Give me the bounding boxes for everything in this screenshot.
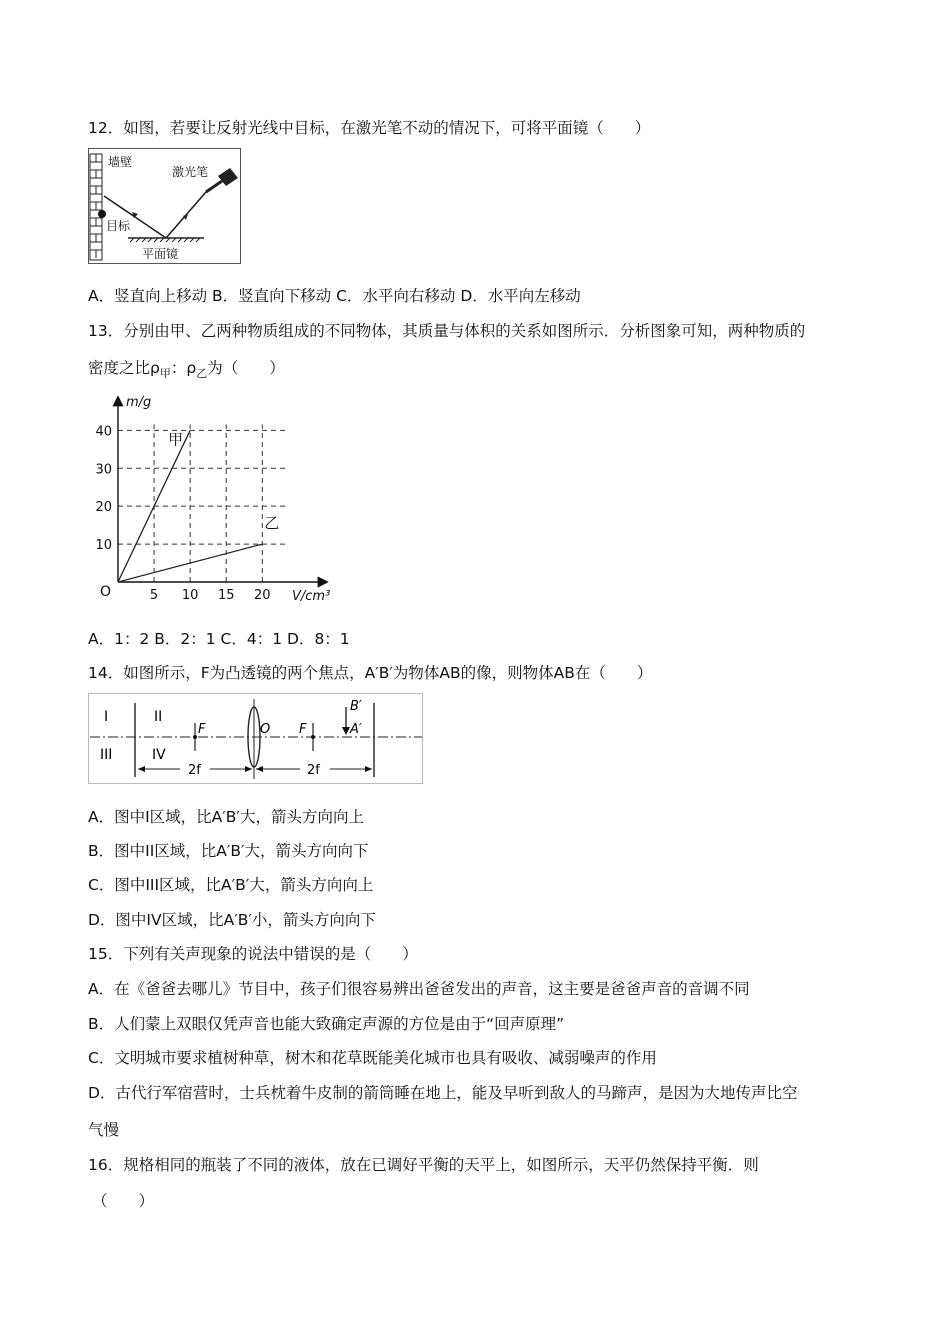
q15-option-c: C．文明城市要求植树种草，树木和花草既能美化城市也具有吸收、减弱噪声的作用 xyxy=(88,1049,657,1067)
x-tick-label-20: 20 xyxy=(254,588,271,603)
mass-volume-chart xyxy=(88,390,332,608)
y-tick-label-40: 40 xyxy=(95,424,112,440)
q15-option-d-line2: 气慢 xyxy=(88,1121,120,1139)
two-f-right-label: 2f xyxy=(307,763,320,778)
q14-stem: 14．如图所示，F为凸透镜的两个焦点，A′B′为物体AB的像，则物体AB在（ ） xyxy=(88,664,653,682)
x-tick-label-5: 5 xyxy=(149,588,159,603)
q14-option-b: B．图中II区域，比A′B′大，箭头方向向下 xyxy=(88,842,369,860)
q13-stem-line1: 13．分别由甲、乙两种物质组成的不同物体，其质量与体积的关系如图所示．分析图象可知，两种物质的 xyxy=(88,322,806,340)
origin-label: O xyxy=(100,584,112,600)
b-prime-label: B′ xyxy=(350,699,362,714)
optical-center-label: O xyxy=(260,722,271,737)
y-axis-label: m/g xyxy=(126,395,152,410)
rho-yi-sub: 乙 xyxy=(196,367,208,380)
q13-stem-c: 为（ ） xyxy=(207,359,285,377)
image-arrow-head xyxy=(342,727,350,735)
q16-stem: 16．规格相同的瓶装了不同的液体，放在已调好平衡的天平上，如图所示，天平仍然保持平衡．则 xyxy=(88,1156,759,1174)
y-tick-label-10: 10 xyxy=(95,538,112,554)
lens-diagram xyxy=(88,693,424,785)
region-3-label: III xyxy=(100,747,113,763)
q13-stem-a: 密度之比ρ xyxy=(88,359,160,377)
dim-left-arrow-a xyxy=(138,766,145,772)
q15-stem: 15．下列有关声现象的说法中错误的是（ ） xyxy=(88,945,418,963)
q12-stem: 12．如图，若要让反射光线中目标，在激光笔不动的情况下，可将平面镜（ ） xyxy=(88,119,651,137)
series-label-2: 乙 xyxy=(264,514,280,533)
x-tick-label-15: 15 xyxy=(217,588,235,603)
dim-right-arrow-a xyxy=(256,766,263,772)
q13-stem-b: ：ρ xyxy=(170,359,197,377)
q15-option-d-line1: D．古代行军宿营时，士兵枕着牛皮制的箭筒睡在地上，能及早听到敌人的马蹄声，是因为大地传声比空 xyxy=(88,1084,798,1102)
focus-left-label: F xyxy=(198,722,206,737)
a-prime-label: A′ xyxy=(350,722,362,737)
q12-figure xyxy=(88,148,242,268)
q14-option-d: D．图中IV区域，比A′B′小，箭头方向向下 xyxy=(88,911,376,929)
region-4-label: IV xyxy=(152,747,166,763)
y-tick-label-20: 20 xyxy=(95,500,112,516)
rho-jia-sub: 甲 xyxy=(159,367,171,380)
q13-options: A．1：2 B．2：1 C．4：1 D．8：1 xyxy=(88,630,350,648)
dim-right-arrow-b xyxy=(365,766,372,772)
dim-left-arrow-b xyxy=(245,766,252,772)
laser-label: 激光笔 xyxy=(172,165,209,179)
region-2-label: II xyxy=(154,709,163,725)
wall-bricks xyxy=(90,154,102,260)
y-tick-label-30: 30 xyxy=(95,462,112,478)
q16-answer-paren: （ ） xyxy=(92,1192,155,1210)
q15-option-a: A．在《爸爸去哪儿》节目中，孩子们很容易辨出爸爸发出的声音，这主要是爸爸声音的音调不同 xyxy=(88,980,750,998)
q13-stem-line2 xyxy=(88,357,285,381)
q13-figure xyxy=(88,390,332,612)
q12-options: A．竖直向上移动 B．竖直向下移动 C．水平向右移动 D．水平向左移动 xyxy=(88,287,581,305)
mirror-label: 平面镜 xyxy=(142,247,179,261)
q15-option-b: B．人们蒙上双眼仅凭声音也能大致确定声源的方位是由于“回声原理” xyxy=(88,1015,565,1033)
q14-figure xyxy=(88,693,424,789)
focus-left-dot xyxy=(193,735,197,739)
q14-option-c: C．图中III区域，比A′B′大，箭头方向向上 xyxy=(88,876,374,894)
x-tick-label-10: 10 xyxy=(181,588,199,603)
q14-option-a: A．图中I区域，比A′B′大，箭头方向向上 xyxy=(88,808,364,826)
x-axis-label: V/cm³ xyxy=(292,589,331,604)
series-line-2 xyxy=(118,544,262,582)
q12-diagram xyxy=(88,148,242,264)
two-f-left-label: 2f xyxy=(188,763,201,778)
laser-pen-icon xyxy=(206,168,238,192)
focus-right-label: F xyxy=(299,722,307,737)
region-1-label: I xyxy=(104,709,109,725)
wall-label: 墙壁 xyxy=(108,155,133,169)
target-dot xyxy=(98,210,106,218)
series-label-1: 甲 xyxy=(168,430,184,449)
focus-right-dot xyxy=(311,735,315,739)
target-label: 目标 xyxy=(106,219,131,233)
